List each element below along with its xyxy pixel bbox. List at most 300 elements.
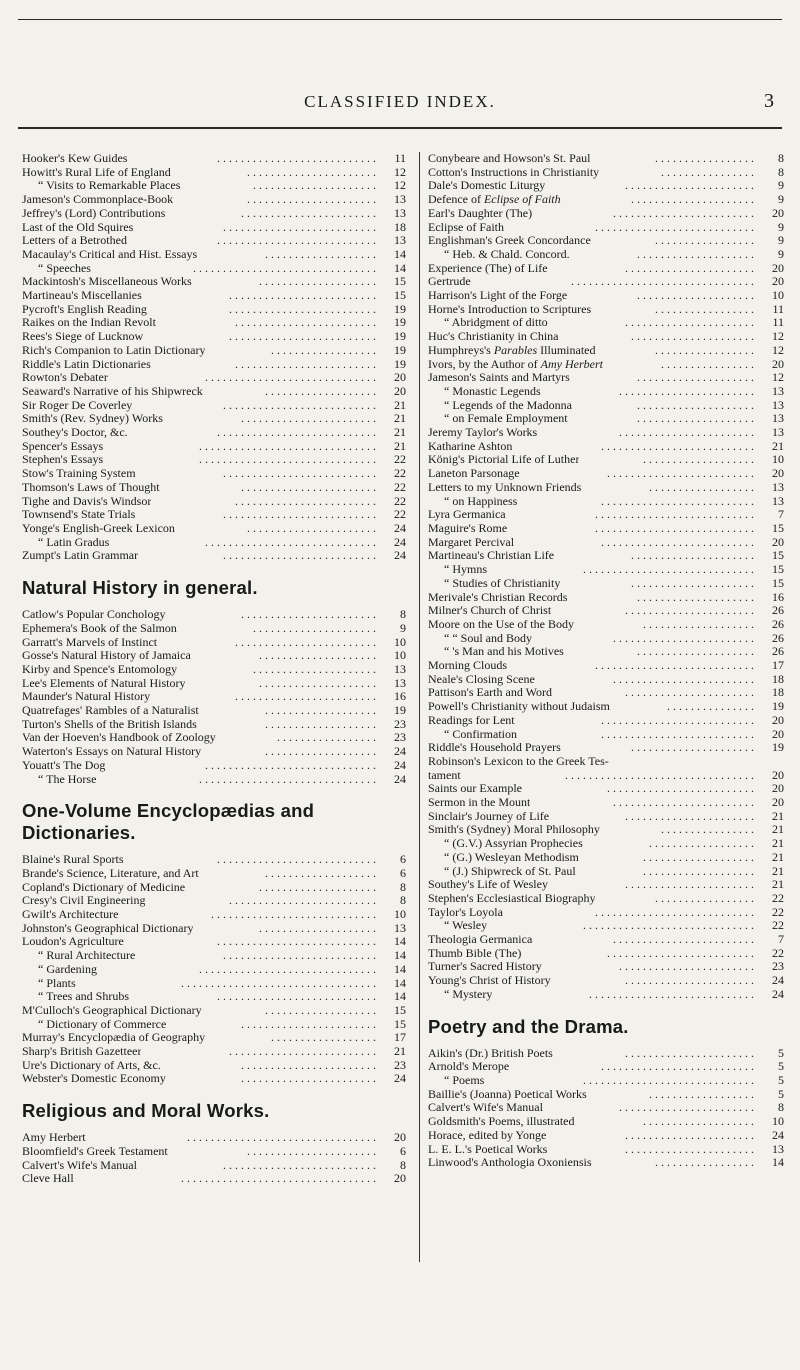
- leader-dots: . . . . . . . . . . . . . . . . . . . . . . . . . .: [601, 1060, 754, 1074]
- leader-dots: . . . . . . . . . . . . . . . . . . . . . . . . .: [229, 1045, 376, 1059]
- entry-title: Milner's Church of Christ: [428, 604, 552, 618]
- entry-title: Conybeare and Howson's St. Paul: [428, 152, 591, 165]
- entry-page-number: 15: [394, 274, 406, 289]
- leader-dots: . . . . . . . . . . . . . . . . . . . . . . .: [619, 960, 754, 974]
- index-entry: [22, 152, 406, 166]
- entry-title: Pattison's Earth and Word: [428, 686, 552, 700]
- leader-dots: . . . . . . . . . . . . . . . . . . .: [265, 384, 376, 398]
- leader-dots: [609, 755, 758, 769]
- leader-dots: . . . . . . . . . . . . . . . . . . . . . . . .: [613, 933, 754, 947]
- entry-title: Stephen's Ecclesiastical Biography: [428, 891, 596, 905]
- entry-page-number: 9: [778, 192, 784, 207]
- leader-dots: . . . . . . . . . . . . . . . .: [661, 823, 754, 837]
- index-entry: [22, 963, 406, 977]
- entry-title: L. E. L.'s Poetical Works: [428, 1142, 548, 1156]
- entry-page-number: 20: [772, 205, 784, 220]
- entry-title: Laneton Parsonage: [428, 467, 520, 481]
- entry-page-number: 19: [394, 356, 406, 371]
- leader-dots: . . . . . . . . . . . . . . . . . . . . . . . . .: [229, 289, 376, 303]
- section-heading-poetry: Poetry and the Drama.: [428, 1015, 629, 1037]
- entry-page-number: 14: [394, 934, 406, 949]
- entry-page-number: 23: [772, 959, 784, 974]
- leader-dots: . . . . . . . . . . . . . . . . . . . . . .: [625, 316, 754, 330]
- leader-dots: . . . . . . . . . . . . . . . . . . . . . . . . . . . . .: [583, 919, 754, 933]
- entry-title: “ Heb. & Chald. Concord.: [444, 247, 570, 261]
- entry-title: “ Latin Gradus: [38, 535, 110, 549]
- index-entry: [22, 536, 406, 550]
- entry-title: Calvert's Wife's Manual: [428, 1101, 543, 1115]
- entry-page-number: 19: [772, 699, 784, 714]
- entry-title: Tighe and Davis's Windsor: [22, 494, 152, 508]
- index-entry: [428, 919, 784, 933]
- entry-page-number: 20: [772, 726, 784, 741]
- leader-dots: . . . . . . . . . . . . . . . . . . .: [265, 745, 376, 759]
- entry-page-number: 23: [394, 716, 406, 731]
- entry-page-number: 20: [772, 466, 784, 481]
- index-entry: [22, 1018, 406, 1032]
- leader-dots: . . . . . . . . . . . . . . . . . . . . . .: [625, 261, 754, 275]
- index-entry: [22, 636, 406, 650]
- leader-dots: . . . . . . . . . . . . . . . . . . . . . . . .: [613, 631, 754, 645]
- index-entry: [22, 1031, 406, 1045]
- entry-page-number: 10: [394, 648, 406, 663]
- index-entry: [428, 618, 784, 632]
- entry-title: “ Wesley: [444, 919, 488, 933]
- entry-page-number: 6: [400, 865, 406, 880]
- entry-page-number: 21: [394, 1044, 406, 1059]
- index-entry: [428, 632, 784, 646]
- entry-page-number: 9: [778, 219, 784, 234]
- leader-dots: . . . . . . . . . . . . . . . . . . . .: [637, 247, 754, 261]
- leader-dots: . . . . . . . . . . . . . . . . . . . . . . . . . . . . .: [205, 758, 376, 772]
- leader-dots: . . . . . . . . . . . . . . . . . . . .: [259, 676, 376, 690]
- entry-page-number: 10: [772, 1114, 784, 1129]
- entry-page-number: 20: [772, 274, 784, 289]
- leader-dots: . . . . . . . . . . . . . . . . . . . . . . . . . .: [601, 535, 754, 549]
- entry-title: Merivale's Christian Records: [428, 590, 568, 604]
- entry-title: Southey's Life of Wesley: [428, 878, 548, 892]
- index-entry: [428, 892, 784, 906]
- leader-dots: . . . . . . . . . . . . . . . . . . . . . . . . . .: [601, 439, 754, 453]
- entry-title: Catlow's Popular Conchology: [22, 608, 166, 622]
- entry-page-number: 22: [772, 918, 784, 933]
- leader-dots: . . . . . . . . . . . . . . . . . . . . . . . . . . . . . . .: [193, 261, 376, 275]
- entry-page-number: 13: [772, 425, 784, 440]
- entry-title: Yonge's English-Greek Lexicon: [22, 521, 175, 535]
- entry-page-number: 22: [394, 507, 406, 522]
- index-entry: [22, 316, 406, 330]
- entry-title: Zumpt's Latin Grammar: [22, 549, 139, 563]
- entry-title: Cresy's Civil Engineering: [22, 894, 146, 908]
- top-crop-rule: [18, 19, 782, 20]
- leader-dots: . . . . . . . . . . . . . . . . . . . . . . . .: [235, 316, 376, 330]
- entry-page-number: 14: [394, 975, 406, 990]
- entry-page-number: 14: [394, 989, 406, 1004]
- entry-title: Taylor's Loyola: [428, 905, 503, 919]
- entry-page-number: 24: [394, 534, 406, 549]
- entry-title: Smith's (Sydney) Moral Philosophy: [428, 823, 600, 837]
- entry-title: Lee's Elements of Natural History: [22, 676, 186, 690]
- entry-page-number: 22: [394, 452, 406, 467]
- leader-dots: . . . . . . . . . . . . . . . . . . .: [265, 247, 376, 261]
- entry-page-number: 21: [772, 849, 784, 864]
- entry-title: Hooker's Kew Guides: [22, 152, 128, 165]
- leader-dots: . . . . . . . . . . . . . . . . . . . .: [259, 880, 376, 894]
- entry-title: Waterton's Essays on Natural History: [22, 745, 202, 759]
- entry-page-number: 14: [394, 961, 406, 976]
- entry-page-number: 20: [772, 356, 784, 371]
- entry-page-number: 13: [394, 233, 406, 248]
- entry-title: Neale's Closing Scene: [428, 672, 535, 686]
- entry-title: Gwilt's Architecture: [22, 908, 119, 922]
- entry-page-number: 16: [772, 589, 784, 604]
- entry-title: Martineau's Miscellanies: [22, 289, 142, 303]
- leader-dots: . . . . . . . . . . . . . . . . . . . . . . .: [241, 1058, 376, 1072]
- leader-dots: . . . . . . . . . . . . . . . . . . . . . . . . . .: [223, 220, 376, 234]
- entry-page-number: 8: [778, 164, 784, 179]
- leader-dots: . . . . . . . . . . . . . . . . . . . . . . . . . .: [601, 727, 754, 741]
- index-entry: [22, 262, 406, 276]
- index-entry: [428, 865, 784, 879]
- entry-title: tament: [428, 768, 461, 782]
- leader-dots: . . . . . . . . . . . . . . . . . . . . . .: [247, 165, 376, 179]
- index-entry: [428, 700, 784, 714]
- entry-page-number: 12: [772, 329, 784, 344]
- entry-page-number: 5: [778, 1073, 784, 1087]
- leader-dots: . . . . . . . . . . . . . . . . . . .: [265, 717, 376, 731]
- entry-title: Martineau's Christian Life: [428, 549, 555, 563]
- leader-dots: . . . . . . . . . . . . . . . . . . . . .: [631, 576, 754, 590]
- right-column: [428, 152, 784, 1170]
- index-entry: [22, 467, 406, 481]
- entry-title: Earl's Daughter (The): [428, 206, 533, 220]
- entry-page-number: 9: [778, 233, 784, 248]
- index-entry: [428, 947, 784, 961]
- entry-page-number: 13: [772, 411, 784, 426]
- leader-dots: . . . . . . . . . . . . . . . . .: [655, 152, 754, 165]
- leader-dots: . . . . . . . . . . . . . . . . . . . . . . . . . . .: [217, 990, 376, 1004]
- entry-title: Linwood's Anthologia Oxoniensis: [428, 1156, 592, 1170]
- entry-title: Defence of Eclipse of Faith: [428, 193, 561, 207]
- leader-dots: . . . . . . . . . . . . . . . . . . . . . . . . . . .: [595, 508, 754, 522]
- entry-title: “ Studies of Christianity: [444, 576, 561, 590]
- leader-dots: . . . . . . . . . . . . . . . . . . . . . . . . . . . . . . . . .: [181, 1172, 376, 1186]
- leader-dots: . . . . . . . . . . . . . . . . . . . . . . . . .: [229, 302, 376, 316]
- entry-title: Lyra Germanica: [428, 508, 506, 522]
- entry-title: Howitt's Rural Life of England: [22, 165, 171, 179]
- entry-page-number: 13: [772, 1141, 784, 1156]
- entry-title: “ on Female Employment: [444, 412, 568, 426]
- entry-page-number: 5: [778, 1059, 784, 1074]
- leader-dots: . . . . . . . . . . . . . . . . . . . . . . . . . .: [223, 949, 376, 963]
- index-entry: [428, 755, 784, 769]
- leader-dots: . . . . . . . . . . . . . . . . . . . . . . . . . . .: [217, 426, 376, 440]
- entry-title: Ephemera's Book of the Salmon: [22, 621, 177, 635]
- leader-dots: . . . . . . . . . . . . . . . . . . . . . . . . . . .: [217, 152, 376, 165]
- index-entry: [428, 536, 784, 550]
- leader-dots: . . . . . . . . . . . . . . . . . . . . .: [253, 621, 376, 635]
- entry-page-number: 5: [778, 1045, 784, 1060]
- index-entry: [428, 207, 784, 221]
- entry-title: Van der Hoeven's Handbook of Zoology: [22, 731, 216, 745]
- entry-page-number: 20: [772, 712, 784, 727]
- leader-dots: . . . . . . . . . . . . . . . . . . . . . . . . . .: [223, 398, 376, 412]
- leader-dots: . . . . . . . . . . . . . . . . . . . . . . . .: [235, 635, 376, 649]
- index-entry: [22, 234, 406, 248]
- entry-title: Stow's Training System: [22, 467, 136, 481]
- entry-page-number: 12: [394, 164, 406, 179]
- entry-page-number: 19: [394, 301, 406, 316]
- entry-page-number: 13: [394, 675, 406, 690]
- leader-dots: . . . . . . . . . . . . . . . . . . . . . . . . .: [607, 782, 754, 796]
- entry-page-number: 20: [394, 383, 406, 398]
- index-entry: [22, 1072, 406, 1086]
- entry-title: Ivors, by the Author of Amy Herbert: [428, 357, 603, 371]
- leader-dots: . . . . . . . . . . . . . . . . . . . . . . . . .: [229, 894, 376, 908]
- entry-title: Amy Herbert: [22, 1131, 86, 1145]
- entry-page-number: 20: [772, 767, 784, 782]
- entry-page-number: 13: [394, 192, 406, 207]
- entry-page-number: 23: [394, 730, 406, 745]
- entry-title: Spencer's Essays: [22, 439, 104, 453]
- entry-title: Aikin's (Dr.) British Poets: [428, 1046, 553, 1060]
- leader-dots: . . . . . . . . . . . . . . . . . . . . . . . . . .: [223, 467, 376, 481]
- entry-title: Robinson's Lexicon to the Greek Tes-: [428, 754, 609, 768]
- index-entry: [428, 1115, 784, 1129]
- index-entry: [428, 385, 784, 399]
- entry-title: Riddle's Household Prayers: [428, 741, 561, 755]
- index-entry: [22, 690, 406, 704]
- index-entry: [428, 412, 784, 426]
- index-entry: [22, 977, 406, 991]
- leader-dots: . . . . . . . . . . . . . . . . . . . . . . . .: [613, 672, 754, 686]
- leader-dots: . . . . . . . . . . . . . . . . . . . . . . . . . . . . . .: [199, 962, 376, 976]
- leader-dots: . . . . . . . . . . . . . . . . . . . . . . . . . . . . . . . .: [187, 1131, 376, 1145]
- leader-dots: . . . . . . . . . . . . . . . . . . . . . .: [247, 193, 376, 207]
- index-entry: [22, 745, 406, 759]
- index-entry: [22, 303, 406, 317]
- leader-dots: . . . . . . . . . . . . . . . . .: [655, 234, 754, 248]
- encyclopaedias-list: [22, 853, 406, 1086]
- entry-page-number: 8: [400, 607, 406, 622]
- index-entry: [22, 908, 406, 922]
- entry-title: Pycroft's English Reading: [22, 302, 147, 316]
- entry-title: Morning Clouds: [428, 659, 508, 673]
- religious-works-list: [22, 1131, 406, 1186]
- leader-dots: . . . . . . . . . . . . . . . . . . . . . . . .: [613, 796, 754, 810]
- index-entry: [22, 649, 406, 663]
- leader-dots: . . . . . . . . . . . . . . . . . . . . . . .: [241, 1017, 376, 1031]
- index-entry: [428, 166, 784, 180]
- index-entry: [22, 358, 406, 372]
- index-entry: [428, 275, 784, 289]
- entry-page-number: 20: [394, 1171, 406, 1186]
- index-entry: [22, 1059, 406, 1073]
- entry-title: “ The Horse: [38, 772, 97, 786]
- section-heading-encyclopaedias: One-Volume Encyclopædias and Dictionaries.: [22, 800, 315, 844]
- entry-page-number: 11: [772, 301, 784, 316]
- entry-page-number: 13: [394, 920, 406, 935]
- entry-title: Smith's (Rev. Sydney) Works: [22, 412, 163, 426]
- leader-dots: . . . . . . . . . . . . . . . . . . . . . . . . . . . . . . . .: [565, 768, 754, 782]
- leader-dots: . . . . . . . . . . . . . . . . . . . . . . . .: [235, 494, 376, 508]
- leader-dots: . . . . . . . . . . . . . . . . . . . . . .: [625, 878, 754, 892]
- index-entry: [22, 608, 406, 622]
- index-entry: [428, 234, 784, 248]
- leader-dots: . . . . . . . . . . . . . . . . . . . . . . . . . .: [223, 1158, 376, 1172]
- page-header: [0, 92, 800, 122]
- header-rule: [18, 127, 782, 129]
- entry-title: Macaulay's Critical and Hist. Essays: [22, 247, 198, 261]
- index-entry: [428, 851, 784, 865]
- index-entry: [428, 837, 784, 851]
- leader-dots: . . . . . . . . . . . . . . . . . . . . . . .: [241, 608, 376, 622]
- page-title: CLASSIFIED INDEX.: [304, 92, 496, 111]
- entry-page-number: 9: [778, 178, 784, 193]
- entry-title: Experience (The) of Life: [428, 261, 548, 275]
- leader-dots: . . . . . . . . . . . . . . . . . . . .: [637, 590, 754, 604]
- entry-title: “ Mystery: [444, 987, 493, 1001]
- entry-page-number: 24: [394, 771, 406, 786]
- entry-title: Cleve Hall: [22, 1172, 74, 1186]
- entry-page-number: 18: [772, 671, 784, 686]
- entry-title: Garratt's Marvels of Instinct: [22, 635, 158, 649]
- poetry-list: [428, 1047, 784, 1170]
- entry-title: Thomson's Laws of Thought: [22, 480, 160, 494]
- index-entry: [428, 495, 784, 509]
- index-entry: [22, 399, 406, 413]
- entry-page-number: 20: [394, 370, 406, 385]
- index-entry: [22, 663, 406, 677]
- entry-page-number: 21: [772, 877, 784, 892]
- entry-title: Young's Christ of History: [428, 974, 551, 988]
- section-heading-religious: Religious and Moral Works.: [22, 1100, 270, 1122]
- leader-dots: . . . . . . . . . . . . . . . . . . . . . . . . . . .: [217, 935, 376, 949]
- index-entry: [22, 371, 406, 385]
- leader-dots: . . . . . . . . . . . . . . . . . . . . .: [631, 193, 754, 207]
- entry-page-number: 19: [394, 703, 406, 718]
- index-entry: [428, 1129, 784, 1143]
- leader-dots: . . . . . . . . . . . . . . . . . . .: [643, 850, 754, 864]
- leader-dots: . . . . . . . . . . . . . . . . . . . . . . . . . . . . .: [205, 371, 376, 385]
- index-entry: [428, 591, 784, 605]
- index-entry: [428, 906, 784, 920]
- index-entry: [428, 358, 784, 372]
- entry-page-number: 18: [772, 685, 784, 700]
- entry-title: Webster's Domestic Economy: [22, 1072, 166, 1086]
- entry-page-number: 10: [394, 907, 406, 922]
- entry-title: Raikes on the Indian Revolt: [22, 316, 156, 330]
- leader-dots: . . . . . . . . . . . . . . . . . . . . . .: [625, 1128, 754, 1142]
- leader-dots: . . . . . . . . . . . . . . . .: [661, 165, 754, 179]
- entry-page-number: 21: [394, 411, 406, 426]
- entry-page-number: 15: [394, 1002, 406, 1017]
- index-entry: [22, 1131, 406, 1145]
- entry-title: “ Gardening: [38, 962, 97, 976]
- leader-dots: . . . . . . . . . . . . . . . . . . . . . . . . . . . . .: [583, 563, 754, 577]
- entry-page-number: 19: [394, 342, 406, 357]
- index-entry: [428, 563, 784, 577]
- index-entry: [428, 878, 784, 892]
- leader-dots: . . . . . . . . . . . . . . . . . . . . .: [631, 330, 754, 344]
- entry-title: “ 's Man and his Motives: [444, 645, 564, 659]
- index-entry: [428, 933, 784, 947]
- leader-dots: . . . . . . . . . . . . . . . . . . . . . . . . . . .: [595, 659, 754, 673]
- leader-dots: . . . . . . . . . . . . . . . . . . . . . . . . . .: [601, 494, 754, 508]
- entry-page-number: 15: [772, 520, 784, 535]
- entry-page-number: 22: [394, 493, 406, 508]
- entry-title: Maunder's Natural History: [22, 690, 151, 704]
- entry-title: “ Plants: [38, 976, 76, 990]
- column-separator: [419, 152, 420, 1262]
- index-entry: [22, 1172, 406, 1186]
- entry-title: Harrison's Light of the Forge: [428, 289, 568, 303]
- entry-title: Ure's Dictionary of Arts, &c.: [22, 1058, 161, 1072]
- leader-dots: . . . . . . . . . . . . . . . . . . .: [643, 453, 754, 467]
- leader-dots: . . . . . . . . . . . . . . . . . . . . .: [631, 549, 754, 563]
- index-entry: [428, 481, 784, 495]
- index-entry: [428, 714, 784, 728]
- entry-page-number: 12: [394, 178, 406, 193]
- entry-page-number: 13: [772, 493, 784, 508]
- index-entry: [22, 412, 406, 426]
- index-entry: [428, 371, 784, 385]
- entry-title: Baillie's (Joanna) Poetical Works: [428, 1087, 587, 1101]
- entry-page-number: 13: [394, 661, 406, 676]
- leader-dots: . . . . . . . . . . . . . . . . . . . .: [259, 921, 376, 935]
- leader-dots: . . . . . . . . . . . . . . . . . . . . . . . . . . . . . . .: [571, 275, 754, 289]
- entry-page-number: 15: [772, 562, 784, 577]
- leader-dots: . . . . . . . . . . . . . . . . . . . . . . . .: [235, 357, 376, 371]
- entry-page-number: 14: [394, 260, 406, 275]
- leader-dots: . . . . . . . . . . . . . . . . . . .: [643, 617, 754, 631]
- index-entry: [22, 731, 406, 745]
- leader-dots: . . . . . . . . . . . . . . .: [667, 700, 754, 714]
- index-entry: [22, 704, 406, 718]
- entry-title: Stephen's Essays: [22, 453, 104, 467]
- entry-page-number: 21: [772, 438, 784, 453]
- entry-title: Calvert's Wife's Manual: [22, 1158, 137, 1172]
- index-entry: [428, 974, 784, 988]
- entry-page-number: 22: [394, 479, 406, 494]
- entry-page-number: 26: [772, 630, 784, 645]
- entry-title: Gertrude: [428, 275, 471, 289]
- leader-dots: . . . . . . . . . . . . . . . . . . . . . . .: [241, 480, 376, 494]
- leader-dots: . . . . . . . . . . . . . . . . . . . . .: [253, 662, 376, 676]
- entry-page-number: 5: [778, 1086, 784, 1101]
- entry-title: Theologia Germanica: [428, 933, 533, 947]
- index-entry: [428, 645, 784, 659]
- leader-dots: . . . . . . . . . . . . . . . . . . . . .: [253, 179, 376, 193]
- entry-page-number: 11: [394, 151, 406, 165]
- index-entry: [428, 796, 784, 810]
- entry-page-number: 22: [772, 904, 784, 919]
- index-entry: [22, 1004, 406, 1018]
- index-entry: [22, 179, 406, 193]
- leader-dots: . . . . . . . . . . . . . . . . . . . .: [637, 289, 754, 303]
- entry-title: “ Legends of the Madonna: [444, 398, 572, 412]
- entry-title: Moore on the Use of the Body: [428, 617, 574, 631]
- natural-history-list: [22, 608, 406, 786]
- entry-page-number: 22: [772, 890, 784, 905]
- entry-title: Maguire's Rome: [428, 521, 508, 535]
- entry-title: “ Poems: [444, 1074, 485, 1087]
- index-entry: [428, 440, 784, 454]
- entry-title: Southey's Doctor, &c.: [22, 426, 128, 440]
- index-entry: [22, 773, 406, 787]
- entry-title: Rees's Siege of Lucknow: [22, 330, 144, 344]
- index-entry: [22, 275, 406, 289]
